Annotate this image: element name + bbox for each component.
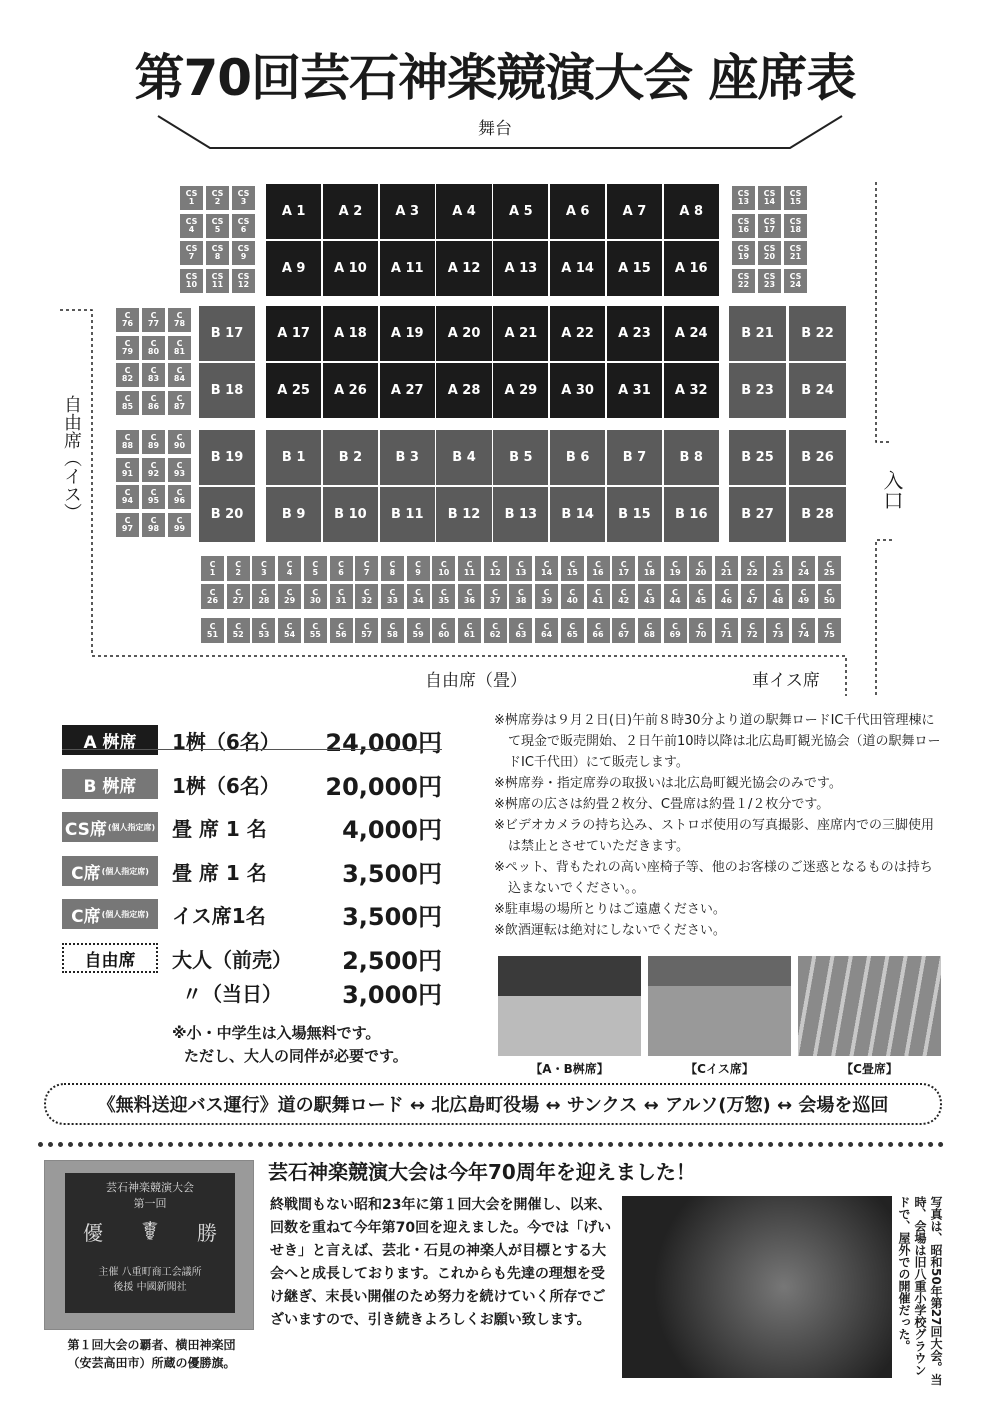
a-seat: A 7 xyxy=(607,184,662,239)
price-value: 2,500円 xyxy=(342,946,442,975)
c-seat: C 21 xyxy=(715,556,738,581)
c-seat: C 36 xyxy=(458,584,481,609)
cs-seat: CS 16 xyxy=(732,214,755,238)
c-seat: C 87 xyxy=(168,391,191,415)
cs-seat: CS 14 xyxy=(758,186,781,210)
photo-c-tatami-seats xyxy=(798,956,941,1056)
cs-seat: CS 4 xyxy=(180,214,203,238)
price-desc: 1桝（6名） xyxy=(172,773,280,798)
c-seat: C 13 xyxy=(509,556,532,581)
price-desc: イス席1名 xyxy=(172,903,266,928)
c-seat: C 12 xyxy=(484,556,507,581)
cs-seat: CS 7 xyxy=(180,241,203,265)
price-badge: C席 (個人指定席) xyxy=(62,856,158,886)
c-seat: C 34 xyxy=(407,584,430,609)
cs-seat: CS 1 xyxy=(180,186,203,210)
cs-seat: CS 23 xyxy=(758,269,781,293)
price-badge: A 桝席 xyxy=(62,725,158,755)
a-seat: A 24 xyxy=(664,306,719,361)
c-seat: C 44 xyxy=(664,584,687,609)
a-seat: A 27 xyxy=(380,363,435,418)
c-seat: C 6 xyxy=(330,556,353,581)
photo-caption: 【C畳席】 xyxy=(841,1062,898,1076)
c-seat: C 85 xyxy=(116,391,139,415)
student-note-line: ※小・中学生は入場無料です。 xyxy=(172,1024,381,1042)
note-item: ※ペット、背もたれの高い座椅子等、他のお客様のご迷惑となるものは持ち込まないでください。。 xyxy=(494,860,933,896)
price-row xyxy=(62,853,442,889)
c-seat: C 32 xyxy=(355,584,378,609)
flag-text: 勝 xyxy=(197,1221,217,1245)
c-seat: C 61 xyxy=(458,618,481,643)
a-seat: A 3 xyxy=(380,184,435,239)
b-seat: B 6 xyxy=(550,430,605,485)
c-seat: C 1 xyxy=(201,556,224,581)
c-seat: C 94 xyxy=(116,485,139,509)
c-seat: C 30 xyxy=(304,584,327,609)
c-seat: C 73 xyxy=(766,618,789,643)
c-seat: C 22 xyxy=(741,556,764,581)
c-seat: C 10 xyxy=(432,556,455,581)
c-seat: C 93 xyxy=(168,458,191,482)
page-title: 第70回芸石神楽競演大会 座席表 xyxy=(134,49,856,107)
c-seat: C 24 xyxy=(792,556,815,581)
cs-seat: CS 18 xyxy=(784,214,807,238)
price-desc: 1桝（6名） xyxy=(172,729,280,754)
b-seat: B 26 xyxy=(789,430,846,485)
b-seat: B 8 xyxy=(664,430,719,485)
b-seat: B 20 xyxy=(199,487,255,542)
price-row xyxy=(62,722,442,758)
cs-seat: CS 19 xyxy=(732,241,755,265)
price-row xyxy=(62,974,442,1010)
c-seat: C 66 xyxy=(587,618,610,643)
flag-text: 芸石神楽競演大会 xyxy=(106,1181,194,1194)
a-seat: A 15 xyxy=(607,241,662,296)
cs-seat: CS 8 xyxy=(206,241,229,265)
c-seat: C 62 xyxy=(484,618,507,643)
a-seat: A 28 xyxy=(436,363,491,418)
b-seat: B 13 xyxy=(493,487,548,542)
c-seat: C 9 xyxy=(407,556,430,581)
flag-body xyxy=(65,1173,235,1313)
c-seat: C 28 xyxy=(252,584,275,609)
b-seat: B 23 xyxy=(729,363,786,418)
b-seat: B 24 xyxy=(789,363,846,418)
c-seat: C 76 xyxy=(116,308,139,332)
c-seat: C 14 xyxy=(535,556,558,581)
c-seat: C 86 xyxy=(142,391,165,415)
price-row xyxy=(62,896,442,932)
b-seat: B 10 xyxy=(323,487,378,542)
price-value: 3,500円 xyxy=(342,902,442,931)
cs-seat: CS 9 xyxy=(232,241,255,265)
c-seat: C 98 xyxy=(142,513,165,537)
c-seat: C 84 xyxy=(168,363,191,387)
c-seat: C 42 xyxy=(612,584,635,609)
price-badge: B 桝席 xyxy=(62,769,158,799)
c-seat: C 25 xyxy=(818,556,841,581)
cs-seat: CS 22 xyxy=(732,269,755,293)
cs-seat: CS 11 xyxy=(206,269,229,293)
price-desc: 畳 席 1 名 xyxy=(172,860,267,885)
c-seat: C 89 xyxy=(142,430,165,454)
c-seat: C 17 xyxy=(612,556,635,581)
c-seat: C 18 xyxy=(638,556,661,581)
b-seat: B 17 xyxy=(199,306,255,361)
c-seat: C 54 xyxy=(278,618,301,643)
note-item: ※ビデオカメラの持ち込み、ストロボ使用の写真撮影、座席内での三脚使用は禁止とさせていただきます。 xyxy=(494,818,935,854)
c-seat: C 96 xyxy=(168,485,191,509)
b-seat: B 19 xyxy=(199,430,255,485)
cs-seat: CS 21 xyxy=(784,241,807,265)
c-seat: C 82 xyxy=(116,363,139,387)
c-seat: C 67 xyxy=(612,618,635,643)
photo-ab-seats xyxy=(498,956,641,1056)
cs-seat: CS 15 xyxy=(784,186,807,210)
price-desc: 大人（前売） xyxy=(172,947,292,972)
flag-text: 主催 八重町商工会議所 xyxy=(98,1267,202,1278)
note-item: ※駐車場の場所とりはご遠慮ください。 xyxy=(494,902,726,917)
a-seat: A 19 xyxy=(380,306,435,361)
c-seat: C 47 xyxy=(741,584,764,609)
photo-caption: 【A・B桝席】 xyxy=(530,1062,609,1076)
b-seat: B 4 xyxy=(436,430,491,485)
cs-seat: CS 13 xyxy=(732,186,755,210)
cs-seat: CS 5 xyxy=(206,214,229,238)
a-seat: A 25 xyxy=(266,363,321,418)
c-seat: C 90 xyxy=(168,430,191,454)
c-seat: C 40 xyxy=(561,584,584,609)
b-seat: B 11 xyxy=(380,487,435,542)
b-seat: B 2 xyxy=(323,430,378,485)
a-seat: A 10 xyxy=(323,241,378,296)
c-seat: C 99 xyxy=(168,513,191,537)
cs-seat: CS 10 xyxy=(180,269,203,293)
c-seat: C 75 xyxy=(818,618,841,643)
b-seat: B 14 xyxy=(550,487,605,542)
c-seat: C 2 xyxy=(227,556,250,581)
c-seat: C 11 xyxy=(458,556,481,581)
a-seat: A 6 xyxy=(550,184,605,239)
a-seat: A 14 xyxy=(550,241,605,296)
price-value: 3,500円 xyxy=(342,859,442,888)
cs-seat: CS 3 xyxy=(232,186,255,210)
a-seat: A 17 xyxy=(266,306,321,361)
price-badge: CS席 (個人指定席) xyxy=(62,812,158,842)
photo-c-chair-seats xyxy=(648,956,791,1056)
flag-text: 優 xyxy=(83,1221,103,1245)
a-seat: A 1 xyxy=(266,184,321,239)
a-seat: A 30 xyxy=(550,363,605,418)
c-seat: C 37 xyxy=(484,584,507,609)
c-seat: C 65 xyxy=(561,618,584,643)
c-seat: C 16 xyxy=(587,556,610,581)
c-seat: C 68 xyxy=(638,618,661,643)
flag-caption xyxy=(44,1336,259,1372)
b-seat: B 21 xyxy=(729,306,786,361)
photo-caption: 【Cイス席】 xyxy=(685,1062,754,1076)
c-seat: C 81 xyxy=(168,336,191,360)
notes xyxy=(494,710,944,941)
price-desc: 畳 席 1 名 xyxy=(172,816,267,841)
c-seat: C 71 xyxy=(715,618,738,643)
price-row xyxy=(62,809,442,845)
b-seat: B 18 xyxy=(199,363,255,418)
c-seat: C 15 xyxy=(561,556,584,581)
cs-seat: CS 20 xyxy=(758,241,781,265)
b-seat: B 7 xyxy=(607,430,662,485)
note-item: ※桝席券・指定席券の取扱いは北広島町観光協会のみです。 xyxy=(494,776,842,791)
bottom-free-seat-label: 自由席（畳） xyxy=(425,671,527,691)
c-seat: C 56 xyxy=(330,618,353,643)
flag-caption-line: （安芸高田市）所蔵の優勝旗。 xyxy=(67,1356,236,1370)
b-seat: B 16 xyxy=(664,487,719,542)
c-seat: C 4 xyxy=(278,556,301,581)
c-seat: C 41 xyxy=(587,584,610,609)
c-seat: C 88 xyxy=(116,430,139,454)
c-seat: C 74 xyxy=(792,618,815,643)
c-seat: C 43 xyxy=(638,584,661,609)
section-divider xyxy=(38,1142,944,1147)
c-seat: C 83 xyxy=(142,363,165,387)
cs-seat: CS 12 xyxy=(232,269,255,293)
flag-text: 第一回 xyxy=(133,1197,167,1210)
b-seat: B 15 xyxy=(607,487,662,542)
c-seat: C 60 xyxy=(432,618,455,643)
price-value: 20,000円 xyxy=(325,772,442,801)
price-value: 3,000円 xyxy=(342,980,442,1009)
c-seat: C 64 xyxy=(535,618,558,643)
a-seat: A 32 xyxy=(664,363,719,418)
a-seat: A 18 xyxy=(323,306,378,361)
c-seat: C 79 xyxy=(116,336,139,360)
b-seat: B 25 xyxy=(729,430,786,485)
student-note-line: ただし、大人の同伴が必要です。 xyxy=(184,1047,408,1065)
c-seat: C 48 xyxy=(766,584,789,609)
cs-seat: CS 17 xyxy=(758,214,781,238)
anniversary-body: 終戦間もない昭和23年に第１回大会を開催し、以来、回数を重ねて今年第70回を迎えました。今では「げいせき」と言えば、芸北・石見の神楽人が目標とする大会へと成長しております。これからも先達の理想を受け継ぎ、末長い開催のため努力を続けていく所存でございますので、引き続きよろしくお願い致します。 xyxy=(270,1197,612,1328)
c-seat: C 63 xyxy=(509,618,532,643)
c-seat: C 38 xyxy=(509,584,532,609)
c-seat: C 39 xyxy=(535,584,558,609)
c-seat: C 55 xyxy=(304,618,327,643)
c-seat: C 78 xyxy=(168,308,191,332)
cs-seat: CS 24 xyxy=(784,269,807,293)
b-seat: B 9 xyxy=(266,487,321,542)
c-seat: C 52 xyxy=(227,618,250,643)
student-note xyxy=(172,1022,408,1068)
c-seat: C 19 xyxy=(664,556,687,581)
c-seat: C 97 xyxy=(116,513,139,537)
a-seat: A 21 xyxy=(493,306,548,361)
c-seat: C 92 xyxy=(142,458,165,482)
b-seat: B 12 xyxy=(436,487,491,542)
a-seat: A 2 xyxy=(323,184,378,239)
b-seat: B 1 xyxy=(266,430,321,485)
c-seat: C 53 xyxy=(252,618,275,643)
c-seat: C 45 xyxy=(689,584,712,609)
price-desc: 〃（当日） xyxy=(182,981,282,1006)
c-seat: C 5 xyxy=(304,556,327,581)
a-seat: A 13 xyxy=(493,241,548,296)
c-seat: C 57 xyxy=(355,618,378,643)
a-seat: A 11 xyxy=(380,241,435,296)
b-seat: B 5 xyxy=(493,430,548,485)
a-seat: A 5 xyxy=(493,184,548,239)
divider xyxy=(62,749,442,750)
a-seat: A 16 xyxy=(664,241,719,296)
a-seat: A 26 xyxy=(323,363,378,418)
price-value: 24,000円 xyxy=(325,728,442,757)
c-seat: C 77 xyxy=(142,308,165,332)
stage-label: 舞台 xyxy=(478,119,512,139)
note-item: ※飲酒運転は絶対にしないでください。 xyxy=(494,923,726,938)
c-seat: C 51 xyxy=(201,618,224,643)
price-badge xyxy=(62,977,158,1007)
a-seat: A 29 xyxy=(493,363,548,418)
c-seat: C 7 xyxy=(355,556,378,581)
c-seat: C 33 xyxy=(381,584,404,609)
anniversary-heading: 芸石神楽競演大会は今年70周年を迎えました！ xyxy=(268,1160,696,1184)
a-seat: A 8 xyxy=(664,184,719,239)
note-item: ※桝席券は９月２日(日)午前８時30分より道の駅舞ロードIC千代田管理棟にて現金で販売開始、２日午前10時以降は北広島町観光協会（道の駅舞ロードIC千代田）にて販売します。 xyxy=(494,713,941,770)
c-seat: C 29 xyxy=(278,584,301,609)
c-seat: C 35 xyxy=(432,584,455,609)
a-seat: A 23 xyxy=(607,306,662,361)
c-seat: C 8 xyxy=(381,556,404,581)
price-badge: C席 (個人指定席) xyxy=(62,899,158,929)
a-seat: A 4 xyxy=(436,184,491,239)
cs-seat: CS 2 xyxy=(206,186,229,210)
c-seat: C 3 xyxy=(252,556,275,581)
bus-banner: 《無料送迎バス運行》道の駅舞ロード ↔ 北広島町役場 ↔ サンクス ↔ アルソ(万惣) ↔ 会場を巡回 xyxy=(44,1083,942,1125)
c-seat: C 72 xyxy=(741,618,764,643)
left-free-seat-label: 自由席（イス） xyxy=(61,395,82,521)
c-seat: C 91 xyxy=(116,458,139,482)
c-seat: C 69 xyxy=(664,618,687,643)
c-seat: C 46 xyxy=(715,584,738,609)
c-seat: C 31 xyxy=(330,584,353,609)
b-seat: B 22 xyxy=(789,306,846,361)
flag-text: 後援 中國新聞社 xyxy=(113,1282,187,1293)
b-seat: B 28 xyxy=(789,487,846,542)
a-seat: A 22 xyxy=(550,306,605,361)
flag-caption-line: 第１回大会の覇者、横田神楽団 xyxy=(67,1338,236,1352)
a-seat: A 20 xyxy=(436,306,491,361)
b-seat: B 27 xyxy=(729,487,786,542)
price-badge: 自由席 xyxy=(62,943,158,973)
price-value: 4,000円 xyxy=(342,815,442,844)
a-seat: A 9 xyxy=(266,241,321,296)
c-seat: C 27 xyxy=(227,584,250,609)
b-seat: B 3 xyxy=(380,430,435,485)
c-seat: C 26 xyxy=(201,584,224,609)
note-item: ※桝席の広さは約畳２枚分、C畳席は約畳１/２枚分です。 xyxy=(494,797,830,812)
c-seat: C 95 xyxy=(142,485,165,509)
wheelchair-seat-label: 車イス席 xyxy=(752,671,820,691)
entrance-label: 入口 xyxy=(880,470,904,510)
cs-seat: CS 6 xyxy=(232,214,255,238)
c-seat: C 70 xyxy=(689,618,712,643)
price-row xyxy=(62,766,442,802)
historical-kagura-photo xyxy=(622,1196,892,1378)
c-seat: C 59 xyxy=(407,618,430,643)
flag-emblem-icon: ☤ xyxy=(141,1217,159,1247)
a-seat: A 31 xyxy=(607,363,662,418)
c-seat: C 23 xyxy=(766,556,789,581)
historical-photo-caption: 写真は、昭和50年第27回大会。当時、会場は旧八重小学校グラウンドで、屋外での開催だった。 xyxy=(897,1196,943,1386)
victory-flag-photo xyxy=(44,1160,254,1330)
c-seat: C 49 xyxy=(792,584,815,609)
c-seat: C 80 xyxy=(142,336,165,360)
a-seat: A 12 xyxy=(436,241,491,296)
c-seat: C 58 xyxy=(381,618,404,643)
price-row xyxy=(62,940,442,976)
c-seat: C 20 xyxy=(689,556,712,581)
c-seat: C 50 xyxy=(818,584,841,609)
